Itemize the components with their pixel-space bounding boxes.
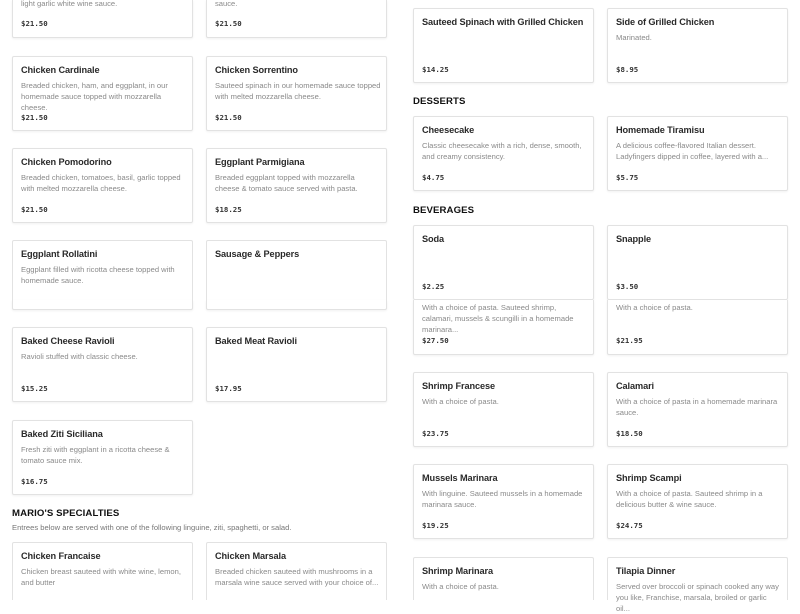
menu-item-title: Soda xyxy=(422,234,445,244)
menu-item-description: Marinated. xyxy=(616,33,652,42)
menu-item-price: $17.95 xyxy=(215,384,242,393)
menu-item-price: $18.50 xyxy=(616,429,643,438)
menu-item-card[interactable] xyxy=(413,8,594,83)
menu-item-price: $21.50 xyxy=(215,19,242,28)
menu-item-description: Classic cheesecake with a rich, dense, smooth, and creamy consistency. xyxy=(422,141,582,161)
menu-item-description: Sauteed spinach in our homemade sauce topped with melted mozzarella cheese. xyxy=(215,81,381,101)
menu-item-price: $21.95 xyxy=(616,336,643,345)
menu-item-title: Sausage & Peppers xyxy=(215,249,300,259)
menu-view-lower xyxy=(0,300,800,613)
menu-item-title: Chicken Sorrentino xyxy=(215,65,298,75)
menu-item-card[interactable] xyxy=(206,56,387,131)
menu-item-price: $21.50 xyxy=(21,205,48,214)
menu-item-price: $15.25 xyxy=(21,384,48,393)
section-note-specialties: Entrees below are served with one of the following linguine, ziti, spaghetti, or salad. xyxy=(12,523,292,532)
menu-item-card[interactable] xyxy=(607,116,788,191)
menu-item-description: Breaded chicken sauteed with mushrooms in a marsala wine sauce served with your choice of... xyxy=(215,567,379,587)
menu-item-title: Shrimp Francese xyxy=(422,381,496,391)
menu-item-title: Eggplant Parmigiana xyxy=(215,157,305,167)
menu-item-card[interactable] xyxy=(206,240,387,300)
menu-item-description: With a choice of pasta. xyxy=(616,303,693,312)
menu-item-description: With a choice of pasta. Sauteed shrimp, calamari, mussels & scungilli in a homemade marinara... xyxy=(422,303,574,334)
menu-item-description: Chicken breast sauteed with white wine, lemon, and butter xyxy=(21,567,181,587)
menu-item-card[interactable] xyxy=(413,300,594,355)
menu-item-price: $18.25 xyxy=(215,205,242,214)
menu-item-card[interactable] xyxy=(607,464,788,539)
menu-item-title: Chicken Marsala xyxy=(215,551,287,561)
menu-item-card[interactable] xyxy=(413,225,594,300)
menu-item-card[interactable] xyxy=(607,8,788,83)
menu-item-price: $24.75 xyxy=(616,521,643,530)
menu-item-price: $4.75 xyxy=(422,173,445,182)
menu-item-title: Chicken Francaise xyxy=(21,551,101,561)
menu-item-title: Shrimp Marinara xyxy=(422,566,493,576)
menu-item-title: Chicken Cardinale xyxy=(21,65,100,75)
menu-item-card[interactable] xyxy=(413,372,594,447)
menu-item-price: $19.25 xyxy=(422,521,449,530)
menu-item-price: $16.75 xyxy=(21,477,48,486)
menu-item-title: Mussels Marinara xyxy=(422,473,498,483)
menu-item-price: $5.75 xyxy=(616,173,639,182)
menu-item-price: $23.75 xyxy=(422,429,449,438)
menu-item-card[interactable] xyxy=(12,327,193,402)
menu-item-card[interactable] xyxy=(12,56,193,131)
menu-item-card[interactable] xyxy=(413,464,594,539)
menu-item-card[interactable] xyxy=(413,557,594,600)
menu-item-description: Breaded eggplant topped with mozzarella cheese & tomato sauce served with pasta. xyxy=(215,173,358,193)
menu-item-card[interactable] xyxy=(206,327,387,402)
menu-item-title: Cheesecake xyxy=(422,125,475,135)
menu-item-description: With a choice of pasta. xyxy=(422,582,499,591)
menu-item-title: Side of Grilled Chicken xyxy=(616,17,715,27)
section-heading-specialties: MARIO'S SPECIALTIES xyxy=(12,508,120,519)
menu-item-card[interactable] xyxy=(12,240,193,300)
menu-item-title: Tilapia Dinner xyxy=(616,566,676,576)
menu-item-card[interactable] xyxy=(413,116,594,191)
menu-item-card[interactable] xyxy=(206,542,387,600)
menu-view-upper xyxy=(0,0,800,300)
menu-item-description: Breaded chicken, tomatoes, basil, garlic topped with melted mozzarella cheese. xyxy=(21,173,181,193)
menu-item-card[interactable] xyxy=(12,420,193,495)
menu-item-card[interactable] xyxy=(206,300,387,310)
menu-item-card[interactable] xyxy=(206,148,387,223)
menu-item-title: Eggplant Rollatini xyxy=(21,249,98,259)
menu-item-description: With a choice of pasta. xyxy=(422,397,499,406)
menu-item-title: Sauteed Spinach with Grilled Chicken xyxy=(422,17,584,27)
menu-item-price: $14.25 xyxy=(422,65,449,74)
menu-item-card[interactable] xyxy=(12,148,193,223)
menu-item-description: With a choice of pasta in a homemade marinara sauce. xyxy=(616,397,778,417)
menu-item-card[interactable] xyxy=(206,0,387,38)
menu-item-description: Fresh ziti with eggplant in a ricotta cheese & tomato sauce mix. xyxy=(21,445,170,465)
menu-item-card[interactable] xyxy=(12,300,193,310)
section-heading-desserts: DESSERTS xyxy=(413,96,466,107)
menu-item-title: Snapple xyxy=(616,234,652,244)
menu-item-card[interactable] xyxy=(12,542,193,600)
menu-item-price: $21.50 xyxy=(21,19,48,28)
menu-item-title: Chicken Pomodorino xyxy=(21,157,112,167)
menu-item-title: Calamari xyxy=(616,381,655,391)
menu-item-description: A delicious coffee-flavored Italian dessert. Ladyfingers dipped in coffee, layered with a... xyxy=(616,141,769,161)
section-heading-beverages: BEVERAGES xyxy=(413,205,475,216)
menu-item-card[interactable] xyxy=(607,557,788,613)
menu-item-card[interactable] xyxy=(607,300,788,355)
menu-item-price: $3.50 xyxy=(616,282,639,291)
menu-item-description: light garlic white wine sauce. xyxy=(21,0,118,8)
menu-item-card[interactable] xyxy=(12,0,193,38)
menu-item-title: Baked Cheese Ravioli xyxy=(21,336,115,346)
menu-item-description: With linguine. Sauteed mussels in a homemade marinara sauce. xyxy=(422,489,583,509)
menu-item-price: $2.25 xyxy=(422,282,445,291)
menu-item-card[interactable] xyxy=(607,372,788,447)
menu-item-title: Baked Meat Ravioli xyxy=(215,336,297,346)
menu-item-description: sauce. xyxy=(215,0,238,8)
menu-item-description: With a choice of pasta. Sauteed shrimp in a delicious butter & wine sauce. xyxy=(616,489,763,509)
menu-item-description: Eggplant filled with ricotta cheese topped with homemade sauce. xyxy=(21,265,175,285)
menu-item-description: Served over broccoli or spinach cooked any way you like, Franchise, marsala, broiled or garlic oil... xyxy=(616,582,779,613)
menu-item-price: $21.50 xyxy=(21,113,48,122)
menu-item-price: $21.50 xyxy=(215,113,242,122)
menu-item-title: Baked Ziti Siciliana xyxy=(21,429,103,439)
menu-item-price: $8.95 xyxy=(616,65,639,74)
menu-item-price: $27.50 xyxy=(422,336,449,345)
menu-item-title: Homemade Tiramisu xyxy=(616,125,705,135)
menu-item-card[interactable] xyxy=(607,225,788,300)
menu-item-title: Shrimp Scampi xyxy=(616,473,682,483)
menu-item-description: Breaded chicken, ham, and eggplant, in our homemade sauce topped with mozzarella cheese. xyxy=(21,81,168,112)
menu-item-description: Ravioli stuffed with classic cheese. xyxy=(21,352,138,361)
